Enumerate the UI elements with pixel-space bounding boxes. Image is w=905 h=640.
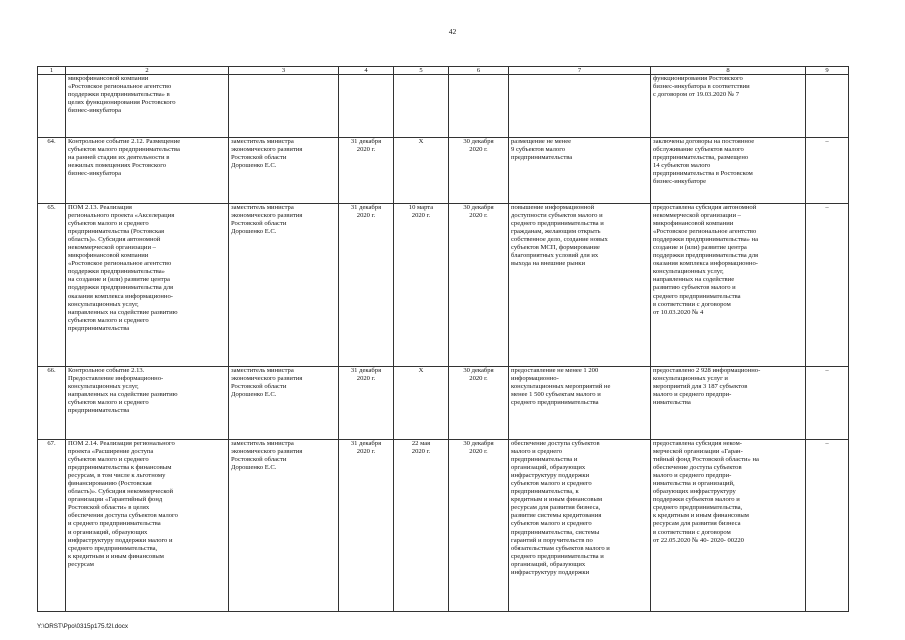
table-row — [38, 367, 849, 440]
event-name: ПОМ 2.13. Реализация регионального проекта «Акселерация субъектов малого и среднего предпринимательства (Ростовская область)». Субсидия автономной некоммерческой организации – микрофинансовой компании «Ростовское региональное агентство поддержки предпринимательства» на создание и (или) развитие центра поддержки предпринимательства для оказания комплекса информационно- консультационных услуг, направленных на содействие развитию субъектов малого и среднего предпринимательства — [68, 204, 178, 332]
actual-result: функционирования Ростовского бизнес-инкубатора в соответствии с договором от 19.03.2020 № 7 — [653, 75, 750, 99]
expected-result: обеспечение доступа субъектов малого и среднего предпринимательства и организаций, образующих инфраструктуру поддержки субъектов малого и среднего предпринимательства, к кредитным и иным финансовым ресурсам для развития бизнеса, развитие системы кредитования субъектов малого и среднего предпринимательства, системы гарантий и поручительств по обязательствам субъектов малого и среднего предпринимательства и организаций, образующих инфраструктуру поддержки — [511, 440, 610, 576]
fact-end-date: 30 декабря 2020 г. — [463, 204, 494, 220]
start-date: 31 декабря 2020 г. — [350, 204, 382, 220]
fact-end-date: 30 декабря 2020 г. — [463, 440, 494, 456]
row-number: 64. — [47, 138, 56, 145]
expected-result: предоставление не менее 1 200 информационно- консультационных мероприятий не менее 1 500 субъектам малого и среднего предпринимательства — [511, 367, 611, 407]
actual-result: предоставлена субсидия автономной некоммерческой организации – микрофинансовой компании «Ростовское региональное агентство поддержки предпринимательства» на создание и (или) развитие центра поддержки предпринимательства для оказания комплекса информационно- консультационных услуг, направленных на содействие развитию субъектов малого и среднего предпринимательства в соответствии с договором от 10.03.2020 № 4 — [653, 204, 759, 316]
column-header: 8 — [651, 67, 806, 75]
note: – — [825, 367, 829, 374]
column-header: 6 — [449, 67, 509, 75]
row-number: 67. — [47, 440, 56, 447]
actual-result: предоставлено 2 928 информационно- консультационных услуг и мероприятий для 3 187 субъектов малого и среднего предпри- нимательства — [653, 367, 761, 407]
note: – — [825, 204, 829, 211]
expected-result: размещение не менее 9 субъектов малого предпринимательства — [511, 138, 573, 162]
report-table — [37, 66, 849, 612]
table-row — [38, 75, 849, 138]
column-header: 5 — [394, 67, 449, 75]
responsible: заместитель министра экономического развития Ростовской области Дорошенко Е.С. — [231, 367, 303, 399]
start-date: 31 декабря 2020 г. — [350, 367, 382, 383]
event-name: микрофинансовой компании «Ростовское региональное агентство поддержки предпринимательства» в целях функционирования Ростовского бизнес-инкубатора — [68, 75, 176, 115]
table-row — [38, 440, 849, 612]
column-header: 3 — [229, 67, 339, 75]
column-header: 7 — [509, 67, 651, 75]
responsible: заместитель министра экономического развития Ростовской области Дорошенко Е.С. — [231, 440, 303, 472]
column-header: 4 — [339, 67, 394, 75]
actual-result: предоставлена субсидия неком- мерческой организации «Гаран- тийный фонд Ростовской области» на обеспечение доступа субъектов малого и среднего предпри- нимательства и организаций, образующих инфраструктуру поддержки субъектов малого и среднего предпринимательства, к кредитным и иным финансовым ресурсам для развития бизнеса в соответствии с договором от 22.05.2020 № 40- 2020- 00220 — [653, 440, 759, 544]
row-number: 65. — [47, 204, 56, 211]
column-header: 2 — [66, 67, 229, 75]
plan-end-date: 10 марта 2020 г. — [408, 204, 434, 220]
column-number-row — [38, 67, 849, 75]
start-date: 31 декабря 2020 г. — [350, 138, 382, 154]
event-name: Контрольное событие 2.12. Размещение субъектов малого предпринимательства на ранней стадии их деятельности в нежилых помещениях Ростовского бизнес-инкубатора — [68, 138, 181, 178]
table-row — [38, 204, 849, 367]
plan-end-date: 22 мая 2020 г. — [411, 440, 431, 456]
column-header: 9 — [806, 67, 849, 75]
event-name: ПОМ 2.14. Реализация регионального проекта «Расширение доступа субъектов малого и среднего предпринимательства к финансовым ресурсам, в том числе к льготному финансированию (Ростовская область)». Субсидия некоммерческой организации «Гарантийный фонд Ростовской области» в целях обеспечения доступа субъектов малого и среднего предпринимательства и организаций, образующих инфраструктуру поддержки малого и среднего предпринимательства, к кредитным и иным финансовым ресурсам — [68, 440, 178, 568]
row-number: 66. — [47, 367, 56, 374]
file-path-footer: Y:\ORST\Ppo\0315p175.f2l.docx — [37, 623, 129, 630]
responsible: заместитель министра экономического развития Ростовской области Дорошенко Е.С. — [231, 204, 303, 236]
note: – — [825, 440, 829, 447]
fact-end-date: 30 декабря 2020 г. — [463, 367, 494, 383]
actual-result: заключены договоры на постоянное обслуживание субъектов малого предпринимательства, размещено 14 субъектов малого предпринимательства в Ростовском бизнес-инкубаторе — [653, 138, 755, 186]
expected-result: повышение информационной доступности субъектов малого и среднего предпринимательства и гражданам, желающим открыть собственное дело, создание новых субъектов МСП, формирование благоприятных условий для их выхода на внешние рынки — [511, 204, 608, 268]
responsible: заместитель министра экономического развития Ростовской области Дорошенко Е.С. — [231, 138, 303, 170]
plan-end-date: Х — [418, 367, 424, 374]
start-date: 31 декабря 2020 г. — [350, 440, 382, 456]
event-name: Контрольное событие 2.13. Предоставление информационно- консультационных услуг, направленных на содействие развитию субъектов малого и среднего предпринимательства — [68, 367, 178, 415]
page-number: 42 — [448, 27, 457, 36]
fact-end-date: 30 декабря 2020 г. — [463, 138, 494, 154]
plan-end-date: Х — [418, 138, 424, 145]
note: – — [825, 138, 829, 145]
column-header: 1 — [38, 67, 66, 75]
table-row — [38, 138, 849, 204]
